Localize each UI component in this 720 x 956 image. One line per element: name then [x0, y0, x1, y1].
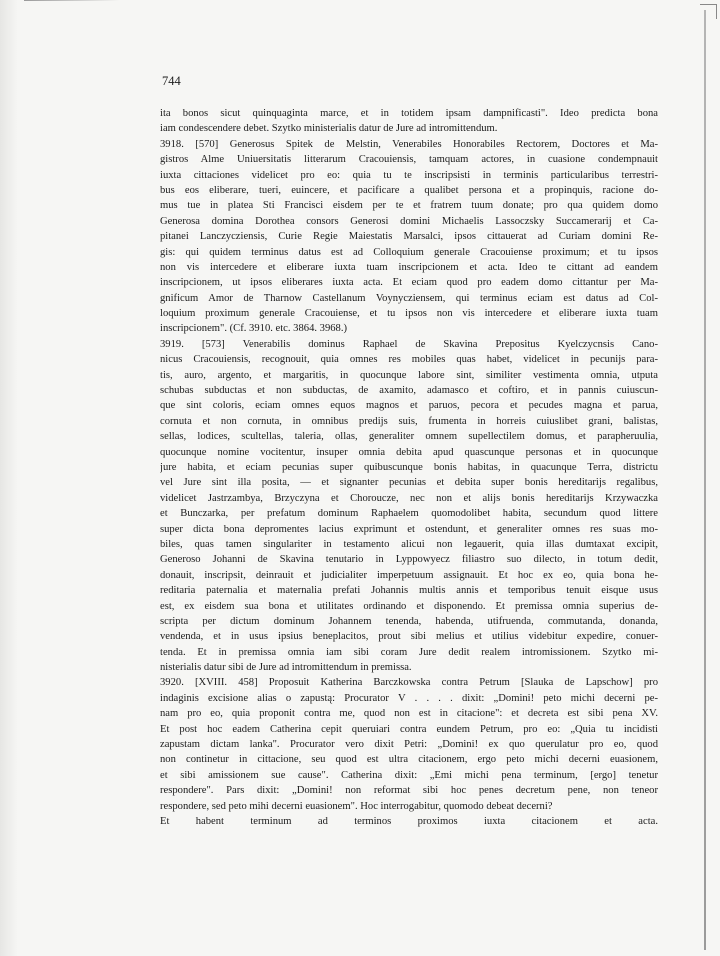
text-line: iam condescendere debet. Szytko ministerialis datur de Jure ad intromittendum. [160, 123, 498, 135]
scan-top-edge [24, 0, 684, 1]
text-line: iuxta cittaciones videlicet pro eo: quia tu te inscripsisti in terminis particularibus terrestri- [160, 169, 658, 181]
text-line: jure habita, et eciam pecunias super quibuscunque bonis habitas, in quacunque Terra, districtu [160, 461, 658, 473]
text-line: non vis intercedere et eliberare iuxta tuam inscripcionem et acta. Ideo te cittant ad eandem [160, 261, 658, 273]
text-line: cornuta et non cornuta, in omnibus predijs suis, frumenta in horreis cuiuslibet grani, balistas, [160, 415, 658, 427]
text-line: indaginis excisione alias o zapustą: Procurator V . . . . dixit: „Domini! peto michi decerni pe- [160, 692, 658, 704]
text-line: gis: qui quidem terminus datus est ad Colloquium generale Cracouiense proximum; et tu ipsos [160, 246, 658, 258]
text-line: scripta per dictum dominum Johannem tenenda, habenda, utifruenda, commutanda, donanda, [160, 615, 658, 627]
text-line: 3918. [570] Generosus Spitek de Melstin, Venerabiles Honorabiles Rectorem, Doctores et Ma- [160, 138, 658, 150]
text-line: schubas subductas et non subductas, de axamito, adamasco et coftiro, et in pannis cuiuscun- [160, 385, 658, 397]
text-line: reditaria paternalia et maternalia prefati Johannis multis annis et temporibus tenuit eisque usus [160, 585, 658, 597]
text-line: gnificum Amor de Tharnow Castellanum Voynycziensem, qui terminus eciam est datus ad Col- [160, 292, 658, 304]
text-line: nam pro eo, quia proponit contra me, quod non est in citacione": et decreta est sibi pena XV. [160, 708, 658, 720]
scan-right-edge [704, 10, 706, 950]
text-line: Et post hoc eadem Catherina cepit queruiari contra eundem Petrum, pro eo: „Quia tu incidisti [160, 723, 658, 735]
scan-corner-mark [700, 4, 717, 19]
text-line: biles, quas tamen singulariter in testamento alicui non legauerit, quia illas dumtaxat excipit, [160, 538, 658, 550]
text-line: sellas, lodices, scultellas, taleria, ollas, generaliter omnem supellectilem domus, et parapheruulia, [160, 431, 658, 443]
text-line: Et habent terminum ad terminos proximos iuxta citacionem et acta. [160, 815, 658, 827]
text-line: super dicta bona depromentes lacius exprimunt et ostendunt, et generaliter omnes res suas mo- [160, 523, 658, 535]
text-line: vel Jure sint illa posita, — et signanter pecunias et debita super bonis hereditarijs regalibus, [160, 477, 658, 489]
text-line: zapustam dictam lanka". Procurator vero dixit Petri: „Domini! ex quo querulatur pro eo, quod [160, 739, 658, 751]
text-line: bus eos eliberare, tueri, euincere, et pacificare a qualibet persona et a propinquis, racione do- [160, 184, 658, 196]
text-line: inscripcionem". (Cf. 3910. etc. 3864. 3968.) [160, 323, 348, 335]
text-line: Generosa domina Dorothea consors Generosi domini Michaelis Lassoczsky Succamerarij et Ca- [160, 215, 658, 227]
text-line: tis, auro, argento, et margaritis, in quocunque labore sint, similiter vestimenta omnia, utputa [160, 369, 658, 381]
text-line: Generoso Johanni de Skavina tenutario in Lyppowyecz filiastro suo dilecto, in totum dedit, [160, 554, 658, 566]
scan-left-shadow [0, 0, 18, 956]
text-line: quocunque nomine vocitentur, insuper omnia debita apud quascunque personas et in quocunque [160, 446, 658, 458]
text-line: 3920. [XVIII. 458] Proposuit Katherina Barczkowska contra Petrum [Slauka de Lapschow] pro [160, 677, 658, 689]
text-line: que sint coloris, eciam omnes equos magnos et paruos, pecora et pecudes magna et parua, [160, 400, 658, 412]
text-line: et sibi amissionem sue cause". Catherina dixit: „Emi michi pena terminum, [ergo] tenetur [160, 769, 658, 781]
text-line: loquium proximum generale Cracouiense, et tu ipsos non vis intercedere et eliberare iuxta tuam [160, 308, 658, 320]
text-line: et Bunczarka, per prefatum dominum Raphaelem quomodolibet habita, secundum quod littere [160, 508, 658, 520]
text-line: gistros Alme Uniuersitatis litterarum Cracouiensis, tamquam actores, in cuasione condempnauit [160, 154, 658, 166]
text-line: videlicet Jastrzambya, Brzyczyna et Choroucze, nec non et alijs bonis hereditarijs Krzywaczka [160, 492, 658, 504]
text-line: pitanei Lanczycziensis, Curie Regie Maiestatis Marsalci, ipsos cittauerat ad Curiam domini Re- [160, 231, 658, 243]
text-line: est, ex eisdem sua bona et utilitates ordinando et disponendo. Et premissa omnia superius de- [160, 600, 658, 612]
text-line: tenda. Et in premissa omnia iam sibi coram Jure dedit realem intromissionem. Szytko mi- [160, 646, 658, 658]
text-line: inscripcionem, ut ipsos eliberares iuxta acta. Et eciam quod pro eadem domo cittantur per Ma- [160, 277, 658, 289]
text-line: vendenda, et in usus ipsius beneplacitos, prout sibi melius et utilius videbitur expedire, conuer- [160, 631, 658, 643]
text-body [160, 106, 658, 829]
text-line: ita bonos sicut quinquaginta marce, et in totidem ipsam dampnificasti". Ideo predicta bona [160, 108, 658, 119]
text-line: 3919. [573] Venerabilis dominus Raphael de Skavina Prepositus Kyelczycnsis Cano- [160, 338, 658, 350]
text-line: nisterialis datur sibi de Jure ad intromittendum in premissa. [160, 662, 412, 674]
text-line: mus tue in platea Sti Francisci eisdem per te et fratrem tuum donate; pro qua quidem domo [160, 200, 658, 212]
text-line: respondere". Pars dixit: „Domini! non reformat sibi hoc penes decretum pene, non teneor [160, 785, 658, 797]
text-line: nicus Cracouiensis, recognouit, quia omnes res mobiles quas habet, videlicet in pecunijs para- [160, 354, 658, 366]
text-line: respondere, sed peto mihi decerni euasionem". Hoc interrogabitur, quomodo debeat decerni? [160, 800, 553, 812]
page-number: 744 [162, 74, 181, 88]
text-line: non continetur in cittacione, seu quod est ultra citacionem, ergo peto michi decerni euasionem, [160, 754, 658, 766]
text-line: donauit, inscripsit, deinrauit et judicialiter imperpetuum assignauit. Et hoc ex eo, quia bona he- [160, 569, 658, 581]
